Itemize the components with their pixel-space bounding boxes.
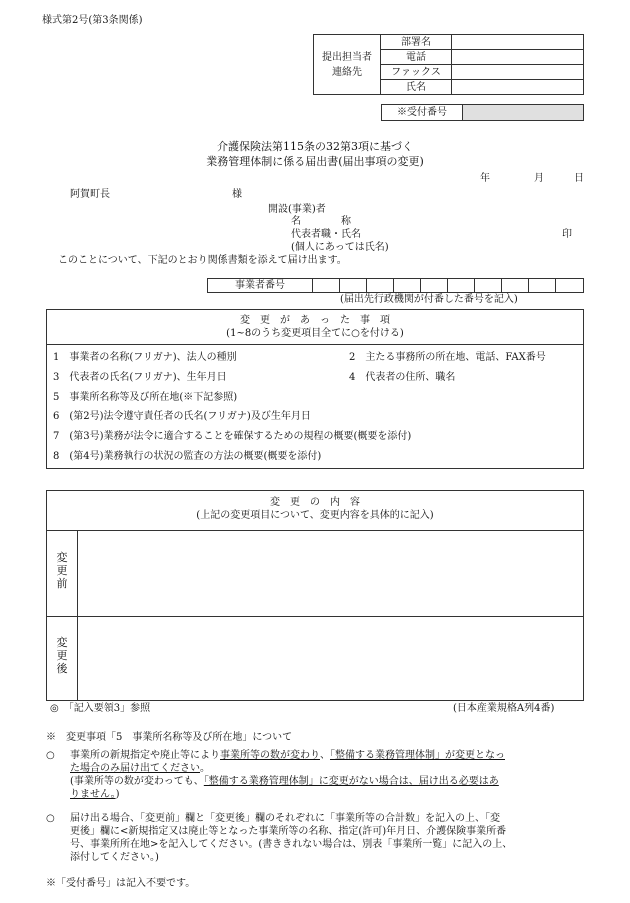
contact-label: 提出担当者 連絡先 — [314, 35, 381, 95]
content-subheader: (上記の変更項目について、変更内容を具体的に記入) — [196, 510, 434, 521]
business-number-digit[interactable] — [421, 279, 448, 293]
contact-row-label: ファックス — [381, 65, 452, 80]
business-number-digit[interactable] — [529, 279, 556, 293]
form-number: 様式第2号(第3条関係) — [42, 15, 143, 26]
business-number-digit[interactable] — [340, 279, 367, 293]
receipt-number-field — [463, 105, 584, 121]
change-item-7[interactable]: 7 (第3号)業務が法令に適合することを確保するための規程の概要(概要を添付) — [53, 431, 412, 442]
date-day: 日 — [574, 173, 584, 184]
business-number-note: (届出先行政機関が付番した番号を記入) — [340, 294, 518, 305]
note-bullet-1: 事業所の新規指定や廃止等により事業所等の数が変わり、「整備する業務管理体制」が変更となっ た場合のみ届け出てください。 (事業所等の数が変わっても、「整備する業務管理体制」に変更がない場合は、届け出る必要はあ りません。) — [70, 750, 505, 800]
business-number-digit[interactable] — [556, 279, 584, 293]
business-number-label: 事業者番号 — [208, 279, 313, 293]
recipient: 阿賀町長 — [70, 189, 110, 200]
intro-text: このことについて、下記のとおり関係書類を添えて届け出ます。 — [58, 255, 347, 266]
title-line-2: 業務管理体制に係る届出書(届出事項の変更) — [206, 155, 424, 168]
change-item-3[interactable]: 3 代表者の氏名(フリガナ)、生年月日 — [53, 372, 227, 383]
business-number-table — [207, 278, 584, 293]
business-number-digit[interactable] — [394, 279, 421, 293]
content-header: 変 更 の 内 容 — [270, 497, 360, 508]
guide-note: ◎ 「記入要領3」参照 — [50, 703, 151, 714]
change-item-6[interactable]: 6 (第2号)法令遵守責任者の氏名(フリガナ)及び生年月日 — [53, 411, 311, 422]
change-item-5[interactable]: 5 事業所名称等及び所在地(※下記参照) — [53, 392, 238, 403]
individual-note: (個人にあっては氏名) — [291, 242, 389, 253]
founder-label: 開設(事業)者 — [268, 204, 326, 215]
business-number-digit[interactable] — [502, 279, 529, 293]
change-item-8[interactable]: 8 (第4号)業務執行の状況の監査の方法の概要(概要を添付) — [53, 451, 322, 462]
change-item-4[interactable]: 4 代表者の住所、職名 — [349, 372, 456, 383]
date-month: 月 — [534, 173, 544, 184]
name-label: 名 称 — [291, 216, 351, 227]
business-number-digit[interactable] — [313, 279, 340, 293]
contact-row-label: 電話 — [381, 50, 452, 65]
honorific: 様 — [232, 189, 242, 200]
bullet: ○ — [46, 750, 55, 761]
changes-subheader: (1~8のうち変更項目全てに○を付ける) — [226, 328, 404, 339]
note-item-5: ※ 変更事項「5 事業所名称等及び所在地」について — [46, 732, 293, 743]
phone-field[interactable] — [452, 50, 584, 65]
business-number-digit[interactable] — [448, 279, 475, 293]
before-field[interactable] — [78, 531, 583, 616]
contact-row-label: 部署名 — [381, 35, 452, 50]
business-number-digit[interactable] — [367, 279, 394, 293]
contact-row-label: 氏名 — [381, 80, 452, 95]
name-field[interactable] — [452, 80, 584, 95]
after-field[interactable] — [78, 617, 583, 700]
date-year: 年 — [480, 173, 490, 184]
receipt-label: ※受付番号 — [382, 105, 463, 121]
change-item-1[interactable]: 1 事業者の名称(フリガナ)、法人の種別 — [53, 352, 237, 363]
fax-field[interactable] — [452, 65, 584, 80]
business-number-digit[interactable] — [475, 279, 502, 293]
before-label: 変更前 — [56, 551, 68, 590]
changes-header: 変 更 が あ っ た 事 項 — [240, 315, 390, 326]
seal-mark: 印 — [562, 229, 572, 240]
department-field[interactable] — [452, 35, 584, 50]
content-box — [46, 490, 584, 701]
changes-box — [46, 309, 584, 469]
title-line-1: 介護保険法第115条の32第3項に基づく — [217, 140, 413, 153]
note-bullet-2: 届け出る場合、「変更前」欄と「変更後」欄のそれぞれに「事業所等の合計数」を記入の上、「変 更後」欄に<新規指定又は廃止等となった事業所等の名称、指定(許可)年月日、介護保険事業所番 号、事業所所在地>を記入してください。(書ききれない場合は、別表「事業所一覧」に記入の上、 添付してください。) — [70, 813, 513, 863]
contact-table — [313, 34, 584, 95]
change-item-2[interactable]: 2 主たる事務所の所在地、電話、FAX番号 — [349, 352, 546, 363]
rep-label: 代表者職・氏名 — [291, 229, 361, 240]
paper-size-note: (日本産業規格A列4番) — [453, 703, 555, 714]
receipt-table — [381, 104, 584, 121]
after-label: 変更後 — [56, 636, 68, 675]
bullet: ○ — [46, 813, 55, 824]
final-note: ※「受付番号」は記入不要です。 — [46, 878, 196, 889]
